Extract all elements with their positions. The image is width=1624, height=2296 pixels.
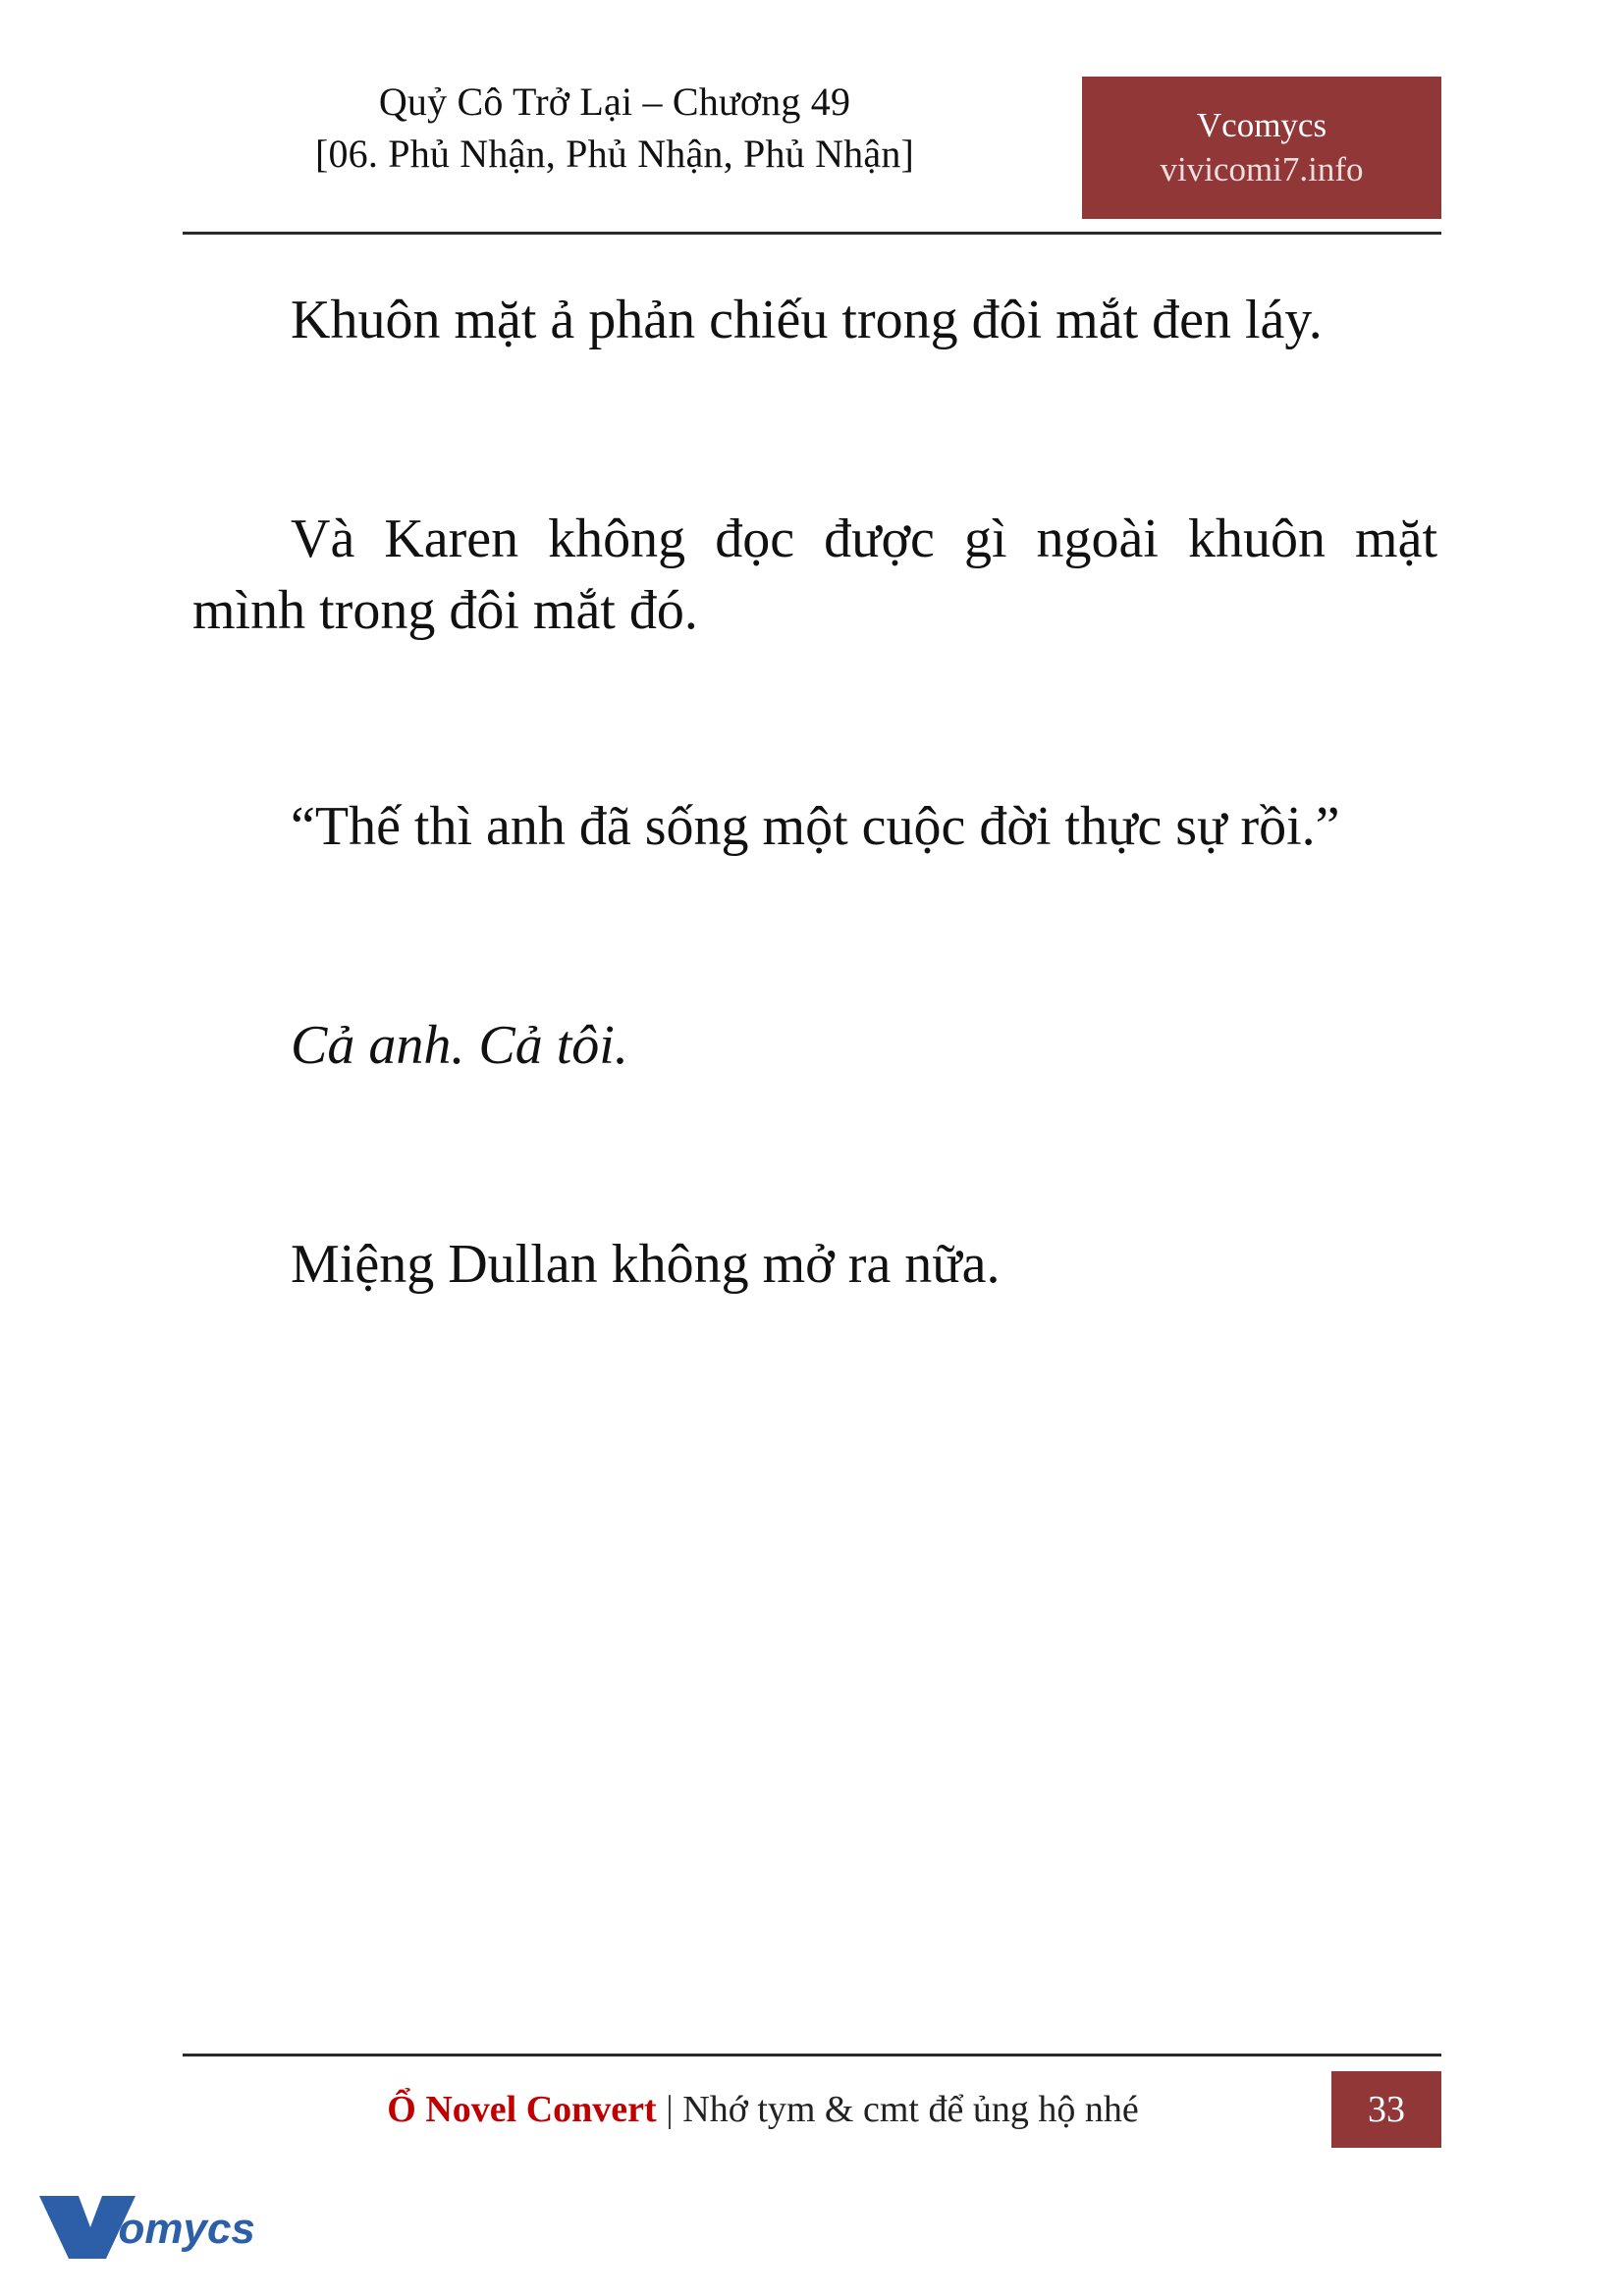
site-badge bbox=[1082, 77, 1441, 219]
paragraph-emphasis: Cả anh. Cả tôi. bbox=[291, 1015, 628, 1077]
paragraph: Khuôn mặt ả phản chiếu trong đôi mắt đen láy. bbox=[291, 290, 1323, 350]
paragraph: “Thế thì anh đã sống một cuộc đời thực sự rồi.” bbox=[291, 796, 1340, 858]
footer-note: Nhớ tym & cmt để ủng hộ nhé bbox=[682, 2089, 1139, 2130]
footer-brand: Ổ Novel Convert bbox=[387, 2089, 657, 2130]
page-number: 33 bbox=[1331, 2071, 1441, 2148]
footer-divider bbox=[183, 2054, 1441, 2056]
chapter-title-line-1: Quỷ Cô Trở Lại – Chương 49 bbox=[378, 80, 851, 124]
header-divider bbox=[183, 232, 1441, 235]
chapter-title bbox=[183, 77, 1047, 181]
paragraph: Miệng Dullan không mở ra nữa. bbox=[291, 1233, 1001, 1295]
site-badge-name: Vcomycs bbox=[1196, 105, 1327, 144]
chapter-title-line-2: [06. Phủ Nhận, Phủ Nhận, Phủ Nhận] bbox=[314, 131, 915, 176]
footer-credit bbox=[183, 2071, 1343, 2148]
page-content bbox=[192, 285, 1437, 1301]
svg-text:comycs: comycs bbox=[94, 2205, 255, 2253]
page-footer bbox=[183, 2071, 1441, 2148]
footer-separator: | bbox=[666, 2089, 674, 2130]
paragraph: Và Karen không đọc được gì ngoài khuôn mặt mình trong đôi mắt đó. bbox=[192, 507, 1437, 641]
site-badge-url: vivicomi7.info bbox=[1160, 149, 1364, 188]
vcomycs-watermark-logo bbox=[33, 2182, 261, 2267]
page-header bbox=[183, 77, 1441, 224]
